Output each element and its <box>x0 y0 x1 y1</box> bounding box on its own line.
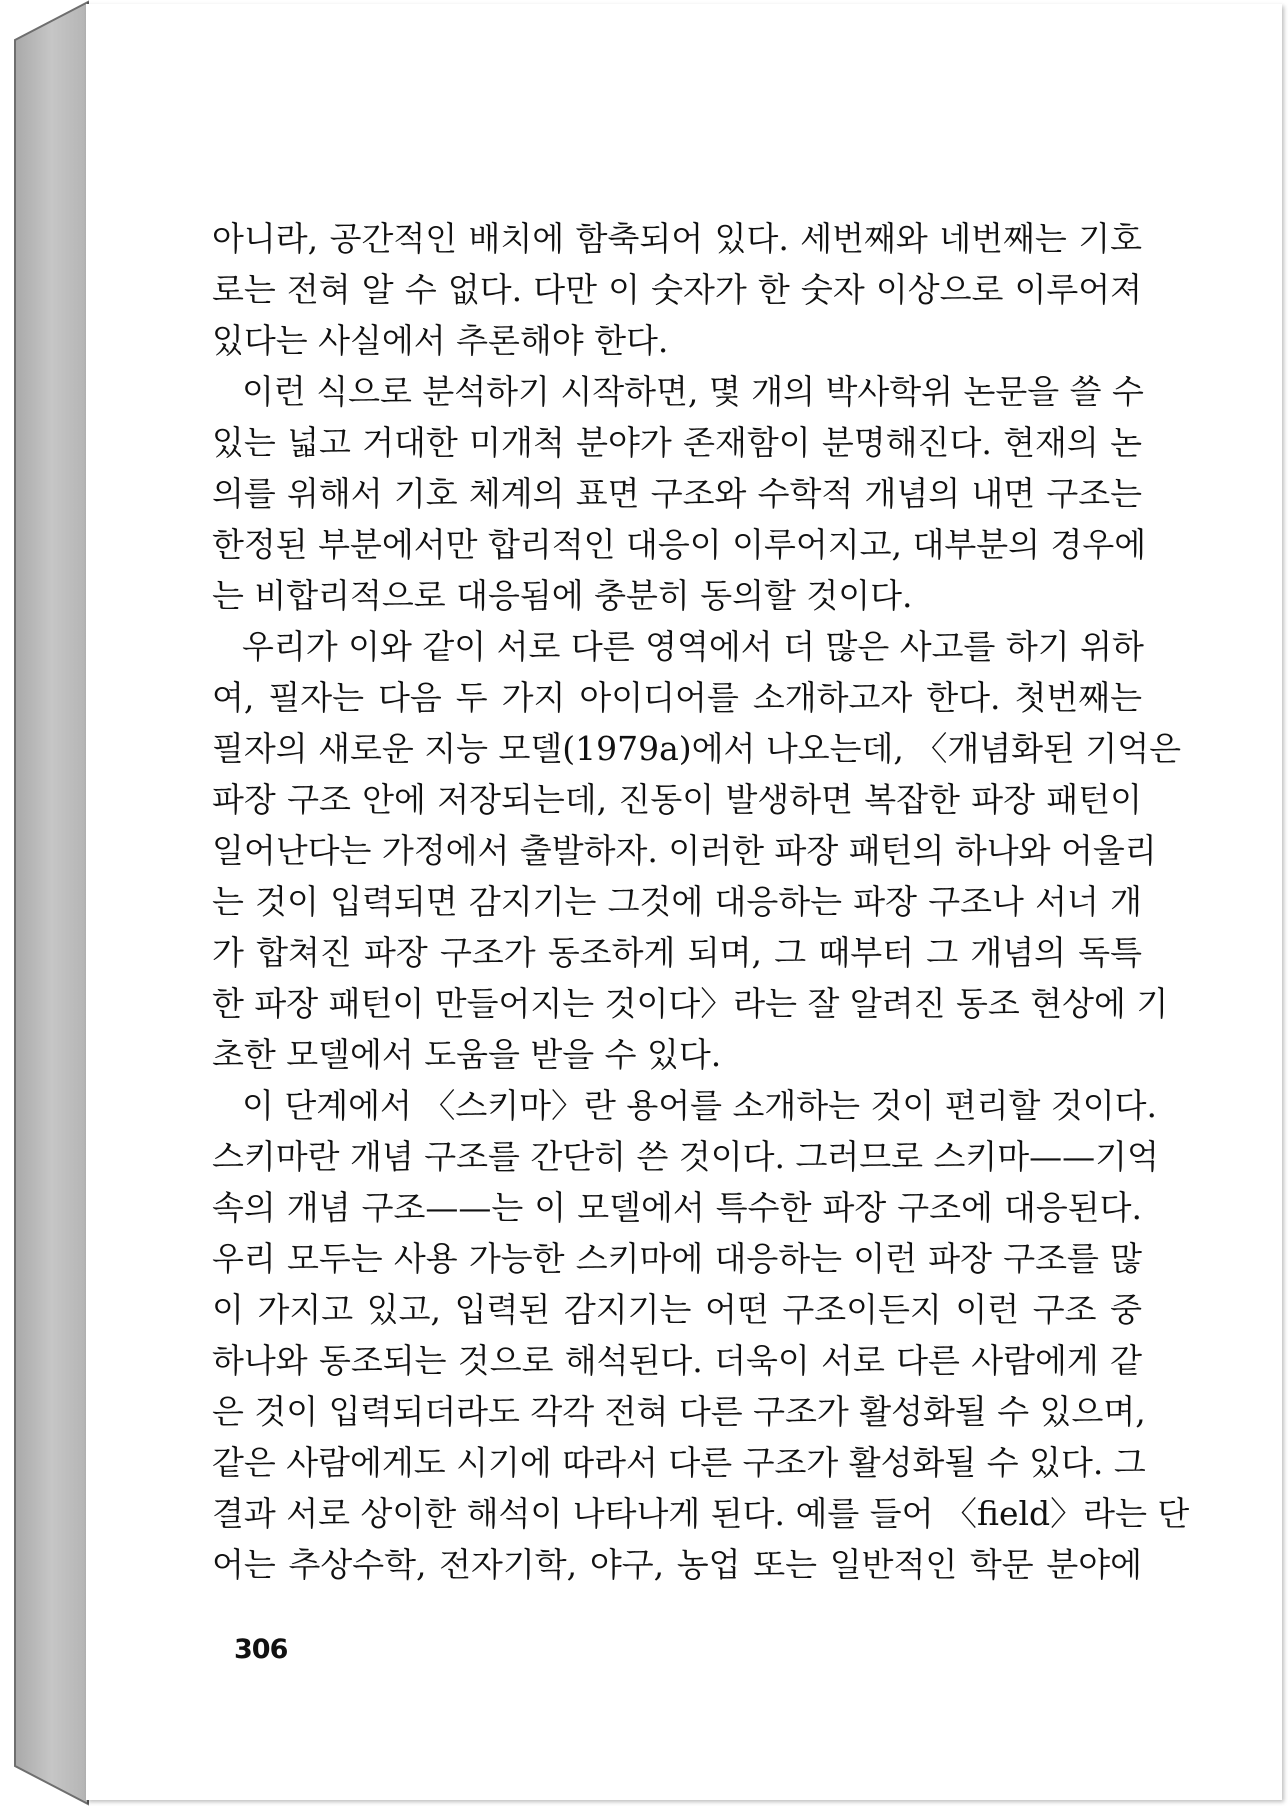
text-line: 스키마란 개념 구조를 간단히 쓴 것이다. 그러므로 스키마——기억 <box>212 1137 1159 1176</box>
text-line: 로는 전혀 알 수 없다. 다만 이 숫자가 한 숫자 이상으로 이루어져 <box>212 270 1142 309</box>
text-line: 같은 사람에게도 시기에 따라서 다른 구조가 활성화될 수 있다. 그 <box>212 1443 1146 1482</box>
text-line: 하나와 동조되는 것으로 해석된다. 더욱이 서로 다른 사람에게 같 <box>212 1341 1142 1380</box>
text-line: 우리 모두는 사용 가능한 스키마에 대응하는 이런 파장 구조를 많 <box>212 1239 1142 1278</box>
text-line: 초한 모델에서 도움을 받을 수 있다. <box>212 1035 722 1074</box>
page-number: 306 <box>234 1634 288 1665</box>
text-line: 가 합쳐진 파장 구조가 동조하게 되며, 그 때부터 그 개념의 독특 <box>212 933 1142 972</box>
text-line: 한정된 부분에서만 합리적인 대응이 이루어지고, 대부분의 경우에 <box>212 525 1147 564</box>
text-line: 이 가지고 있고, 입력된 감지기는 어떤 구조이든지 이런 구조 중 <box>212 1290 1142 1329</box>
text-line: 어는 추상수학, 전자기학, 야구, 농업 또는 일반적인 학문 분야에 <box>212 1545 1142 1584</box>
text-line: 파장 구조 안에 저장되는데, 진동이 발생하면 복잡한 파장 패턴이 <box>212 780 1142 819</box>
text-line: 은 것이 입력되더라도 각각 전혀 다른 구조가 활성화될 수 있으며, <box>212 1392 1146 1431</box>
text-line: 는 비합리적으로 대응됨에 충분히 동의할 것이다. <box>212 576 913 615</box>
text-line: 이 단계에서 〈스키마〉란 용어를 소개하는 것이 편리할 것이다. <box>242 1086 1157 1125</box>
text-line: 속의 개념 구조——는 이 모델에서 특수한 파장 구조에 대응된다. <box>212 1188 1142 1227</box>
text-line: 여, 필자는 다음 두 가지 아이디어를 소개하고자 한다. 첫번째는 <box>212 678 1142 717</box>
text-line: 있다는 사실에서 추론해야 한다. <box>212 321 669 360</box>
text-line: 일어난다는 가정에서 출발하자. 이러한 파장 패턴의 하나와 어울리 <box>212 831 1157 870</box>
text-line: 의를 위해서 기호 체계의 표면 구조와 수학적 개념의 내면 구조는 <box>212 474 1142 513</box>
text-line: 이런 식으로 분석하기 시작하면, 몇 개의 박사학위 논문을 쓸 수 <box>242 372 1144 411</box>
book-spine-face <box>15 2 88 1804</box>
text-line: 는 것이 입력되면 감지기는 그것에 대응하는 파장 구조나 서너 개 <box>212 882 1142 921</box>
text-line: 필자의 새로운 지능 모델(1979a)에서 나오는데, 〈개념화된 기억은 <box>212 729 1182 768</box>
text-line: 한 파장 패턴이 만들어지는 것이다〉라는 잘 알려진 동조 현상에 기 <box>212 984 1169 1023</box>
text-line: 아니라, 공간적인 배치에 함축되어 있다. 세번째와 네번째는 기호 <box>212 219 1142 258</box>
text-line: 우리가 이와 같이 서로 다른 영역에서 더 많은 사고를 하기 위하 <box>242 627 1144 666</box>
text-line: 결과 서로 상이한 해석이 나타나게 된다. 예를 들어 〈field〉라는 단 <box>212 1494 1190 1533</box>
text-line: 있는 넓고 거대한 미개척 분야가 존재함이 분명해진다. 현재의 논 <box>212 423 1142 462</box>
book-page <box>86 4 1282 1800</box>
